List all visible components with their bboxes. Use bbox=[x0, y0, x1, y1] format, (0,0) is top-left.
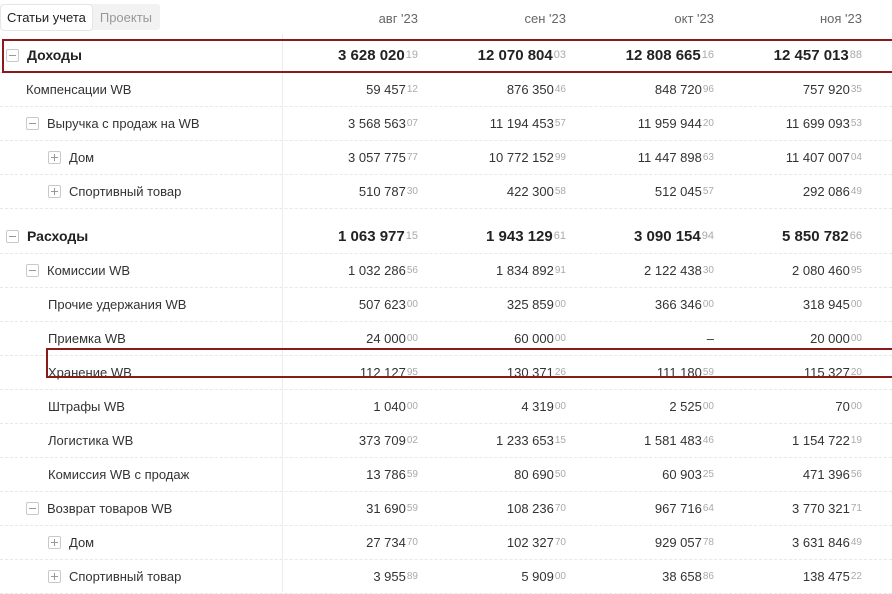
row-label-text: Спортивный товар bbox=[69, 569, 182, 584]
value-cell[interactable] bbox=[496, 424, 566, 457]
value-decimal: 57 bbox=[554, 118, 566, 129]
value-integer: 373 709 bbox=[358, 433, 406, 448]
collapse-icon[interactable] bbox=[26, 117, 39, 130]
value-decimal: 89 bbox=[406, 571, 418, 582]
value-cell[interactable] bbox=[507, 175, 566, 208]
value-cell[interactable] bbox=[507, 526, 566, 559]
value-decimal: 20 bbox=[702, 118, 714, 129]
value-decimal: 19 bbox=[850, 435, 862, 446]
value-integer: 3 090 154 bbox=[634, 227, 701, 245]
value-decimal: 30 bbox=[406, 186, 418, 197]
row-label-text: Доходы bbox=[27, 47, 82, 63]
row-label-text: Компенсации WB bbox=[26, 82, 132, 97]
value-cell[interactable] bbox=[496, 254, 566, 287]
value-cell[interactable] bbox=[359, 424, 418, 457]
table-row[interactable] bbox=[0, 458, 892, 492]
value-cell[interactable] bbox=[360, 356, 418, 389]
value-cell[interactable] bbox=[655, 526, 714, 559]
row-label bbox=[48, 560, 181, 593]
row-label bbox=[26, 254, 130, 287]
value-decimal: 53 bbox=[850, 118, 862, 129]
collapse-icon[interactable] bbox=[26, 502, 39, 515]
value-integer: 3 770 321 bbox=[792, 501, 850, 516]
value-decimal: 71 bbox=[850, 503, 862, 514]
value-decimal: 00 bbox=[406, 333, 418, 344]
value-cell[interactable] bbox=[507, 73, 566, 106]
table-row[interactable] bbox=[0, 492, 892, 526]
value-integer: 24 000 bbox=[366, 331, 406, 346]
value-integer: 3 057 775 bbox=[348, 150, 406, 165]
table-row[interactable] bbox=[0, 526, 892, 560]
column-header-aug[interactable]: авг '23 bbox=[378, 11, 418, 26]
value-cell[interactable] bbox=[792, 526, 862, 559]
value-integer: 510 787 bbox=[358, 184, 406, 199]
value-cell[interactable] bbox=[792, 424, 862, 457]
collapse-icon[interactable] bbox=[26, 264, 39, 277]
value-decimal: 15 bbox=[405, 230, 418, 242]
value-decimal: 04 bbox=[850, 152, 862, 163]
value-cell[interactable] bbox=[489, 141, 566, 174]
value-integer: – bbox=[706, 331, 714, 346]
value-cell[interactable] bbox=[490, 107, 566, 140]
row-label bbox=[6, 219, 88, 253]
value-integer: 422 300 bbox=[506, 184, 554, 199]
value-integer: 11 699 093 bbox=[785, 116, 850, 131]
table-row[interactable] bbox=[0, 254, 892, 288]
row-label bbox=[26, 492, 172, 525]
table-row[interactable] bbox=[0, 322, 892, 356]
collapse-icon[interactable] bbox=[6, 49, 19, 62]
value-decimal: 30 bbox=[702, 265, 714, 276]
value-cell[interactable] bbox=[804, 356, 862, 389]
value-cell[interactable] bbox=[669, 390, 714, 423]
header-bar bbox=[0, 0, 892, 34]
value-cell[interactable] bbox=[626, 38, 714, 72]
collapse-icon[interactable] bbox=[6, 230, 19, 243]
group-row[interactable] bbox=[0, 38, 892, 73]
value-integer: 138 475 bbox=[802, 569, 850, 584]
column-header-nov[interactable]: ноя '23 bbox=[819, 11, 862, 26]
value-decimal: 22 bbox=[850, 571, 862, 582]
value-decimal: 94 bbox=[701, 230, 714, 242]
value-decimal: 07 bbox=[406, 118, 418, 129]
value-decimal: 25 bbox=[702, 469, 714, 480]
value-cell[interactable] bbox=[478, 38, 566, 72]
value-integer: 12 808 665 bbox=[625, 46, 701, 64]
value-integer: 11 447 898 bbox=[637, 150, 702, 165]
value-cell[interactable] bbox=[803, 175, 862, 208]
expand-icon[interactable] bbox=[48, 151, 61, 164]
value-integer: 471 396 bbox=[802, 467, 850, 482]
value-decimal: 46 bbox=[702, 435, 714, 446]
value-integer: 1 040 bbox=[373, 399, 406, 414]
tab-projects[interactable]: Проекты bbox=[99, 9, 153, 25]
value-cell[interactable] bbox=[792, 492, 862, 525]
value-decimal: 00 bbox=[702, 401, 714, 412]
value-cell[interactable] bbox=[803, 458, 862, 491]
value-integer: 13 786 bbox=[366, 467, 406, 482]
value-integer: 130 371 bbox=[506, 365, 554, 380]
value-integer: 876 350 bbox=[506, 82, 554, 97]
value-integer: 325 859 bbox=[506, 297, 554, 312]
value-decimal: 63 bbox=[702, 152, 714, 163]
value-decimal: 02 bbox=[406, 435, 418, 446]
value-cell[interactable] bbox=[507, 356, 566, 389]
value-cell[interactable] bbox=[803, 73, 862, 106]
value-decimal: 00 bbox=[554, 401, 566, 412]
value-cell[interactable] bbox=[644, 254, 714, 287]
table-row[interactable] bbox=[0, 107, 892, 141]
row-label bbox=[48, 458, 189, 491]
value-decimal: 58 bbox=[554, 186, 566, 197]
value-integer: 10 772 152 bbox=[488, 150, 554, 165]
tab-accounting-items[interactable]: Статьи учета bbox=[1, 5, 92, 30]
row-label-text: Комиссия WB с продаж bbox=[48, 467, 190, 482]
value-decimal: 00 bbox=[554, 571, 566, 582]
value-decimal: 20 bbox=[850, 367, 862, 378]
row-label-text: Логистика WB bbox=[48, 433, 134, 448]
value-decimal: 61 bbox=[553, 230, 566, 242]
value-integer: 1 154 722 bbox=[792, 433, 850, 448]
value-cell[interactable] bbox=[366, 458, 418, 491]
row-label-text: Выручка с продаж на WB bbox=[47, 116, 200, 131]
table-row[interactable] bbox=[0, 424, 892, 458]
value-cell[interactable] bbox=[514, 458, 566, 491]
row-label bbox=[48, 288, 186, 321]
value-cell[interactable] bbox=[507, 492, 566, 525]
value-decimal: 56 bbox=[406, 265, 418, 276]
row-label bbox=[48, 175, 181, 208]
value-integer: 507 623 bbox=[358, 297, 406, 312]
row-label-text: Расходы bbox=[27, 228, 89, 244]
value-cell[interactable] bbox=[521, 560, 566, 593]
value-cell[interactable] bbox=[486, 219, 566, 253]
table-row[interactable] bbox=[0, 288, 892, 322]
value-integer: 102 327 bbox=[506, 535, 554, 550]
row-label bbox=[48, 356, 132, 389]
value-decimal: 46 bbox=[554, 84, 566, 95]
value-cell[interactable] bbox=[655, 492, 714, 525]
value-cell[interactable] bbox=[792, 254, 862, 287]
value-cell[interactable] bbox=[359, 288, 418, 321]
value-decimal: 00 bbox=[850, 299, 862, 310]
row-label bbox=[26, 107, 200, 140]
value-cell[interactable] bbox=[348, 141, 418, 174]
value-integer: 2 080 460 bbox=[792, 263, 850, 278]
value-decimal: 00 bbox=[702, 299, 714, 310]
value-cell[interactable] bbox=[803, 560, 862, 593]
row-label-text: Хранение WB bbox=[48, 365, 132, 380]
row-label bbox=[48, 526, 94, 559]
value-integer: 11 959 944 bbox=[637, 116, 702, 131]
value-decimal: 96 bbox=[702, 84, 714, 95]
value-decimal: 49 bbox=[850, 186, 862, 197]
value-cell[interactable] bbox=[348, 254, 418, 287]
row-label bbox=[48, 424, 133, 457]
value-cell[interactable] bbox=[366, 526, 418, 559]
row-label-text: Дом bbox=[69, 150, 95, 165]
column-header-sep[interactable]: сен '23 bbox=[524, 11, 566, 26]
value-decimal: 16 bbox=[701, 49, 714, 61]
value-decimal: 59 bbox=[406, 503, 418, 514]
value-integer: 3 631 846 bbox=[792, 535, 850, 550]
value-integer: 111 180 bbox=[656, 365, 702, 380]
table-row[interactable] bbox=[0, 175, 892, 209]
value-integer: 31 690 bbox=[366, 501, 406, 516]
value-cell[interactable] bbox=[803, 288, 862, 321]
row-label-text: Возврат товаров WB bbox=[47, 501, 173, 516]
value-integer: 70 bbox=[835, 399, 850, 414]
expand-icon[interactable] bbox=[48, 185, 61, 198]
row-label-text: Спортивный товар bbox=[69, 184, 182, 199]
value-decimal: 59 bbox=[702, 367, 714, 378]
value-integer: 20 000 bbox=[810, 331, 850, 346]
value-integer: 80 690 bbox=[514, 467, 554, 482]
value-integer: 1 233 653 bbox=[496, 433, 554, 448]
value-decimal: 66 bbox=[849, 230, 862, 242]
table-row[interactable] bbox=[0, 141, 892, 175]
value-decimal: 70 bbox=[406, 537, 418, 548]
value-integer: 512 045 bbox=[654, 184, 702, 199]
value-decimal: 59 bbox=[406, 469, 418, 480]
value-integer: 60 000 bbox=[514, 331, 554, 346]
value-cell[interactable] bbox=[348, 107, 418, 140]
value-decimal: 00 bbox=[406, 299, 418, 310]
expand-icon[interactable] bbox=[48, 536, 61, 549]
value-integer: 5 850 782 bbox=[782, 227, 849, 245]
row-label bbox=[48, 390, 125, 423]
value-cell[interactable] bbox=[366, 492, 418, 525]
value-cell[interactable] bbox=[835, 390, 862, 423]
value-decimal: 50 bbox=[554, 469, 566, 480]
value-cell[interactable] bbox=[644, 424, 714, 457]
value-integer: 292 086 bbox=[802, 184, 850, 199]
value-decimal: 95 bbox=[406, 367, 418, 378]
value-integer: 11 194 453 bbox=[489, 116, 554, 131]
value-cell[interactable] bbox=[786, 141, 862, 174]
row-label bbox=[26, 73, 131, 106]
value-decimal: 95 bbox=[850, 265, 862, 276]
row-label-text: Штрафы WB bbox=[48, 399, 125, 414]
value-decimal: 00 bbox=[554, 333, 566, 344]
row-label bbox=[48, 141, 94, 174]
value-decimal: 91 bbox=[554, 265, 566, 276]
value-integer: 2 122 438 bbox=[644, 263, 702, 278]
value-cell[interactable] bbox=[373, 560, 418, 593]
value-decimal: 88 bbox=[849, 49, 862, 61]
value-integer: 1 063 977 bbox=[338, 227, 405, 245]
value-decimal: 35 bbox=[850, 84, 862, 95]
row-label-text: Дом bbox=[69, 535, 95, 550]
value-integer: 318 945 bbox=[802, 297, 850, 312]
value-decimal: 70 bbox=[554, 503, 566, 514]
value-decimal: 19 bbox=[405, 49, 418, 61]
row-label bbox=[48, 322, 126, 355]
value-cell[interactable] bbox=[657, 356, 714, 389]
value-decimal: 26 bbox=[554, 367, 566, 378]
value-integer: 12 457 013 bbox=[773, 46, 849, 64]
value-integer: 112 127 bbox=[359, 365, 406, 380]
value-decimal: 49 bbox=[850, 537, 862, 548]
value-decimal: 70 bbox=[554, 537, 566, 548]
value-decimal: 56 bbox=[850, 469, 862, 480]
value-cell[interactable] bbox=[774, 38, 862, 72]
value-cell[interactable] bbox=[514, 322, 566, 355]
value-decimal: 99 bbox=[554, 152, 566, 163]
value-integer: 3 628 020 bbox=[338, 46, 405, 64]
value-cell[interactable] bbox=[786, 107, 862, 140]
value-integer: 848 720 bbox=[654, 82, 702, 97]
value-decimal: 00 bbox=[850, 333, 862, 344]
value-cell[interactable] bbox=[655, 175, 714, 208]
value-integer: 115 327 bbox=[803, 365, 850, 380]
row-label-text: Прочие удержания WB bbox=[48, 297, 187, 312]
value-integer: 967 716 bbox=[654, 501, 702, 516]
group-row[interactable] bbox=[0, 219, 892, 254]
value-decimal: 15 bbox=[554, 435, 566, 446]
value-decimal: 00 bbox=[554, 299, 566, 310]
value-integer: 38 658 bbox=[662, 569, 702, 584]
table-row[interactable] bbox=[0, 560, 892, 594]
value-cell[interactable] bbox=[521, 390, 566, 423]
value-integer: 5 909 bbox=[521, 569, 554, 584]
value-cell[interactable] bbox=[338, 219, 418, 253]
value-integer: 1 581 483 bbox=[644, 433, 702, 448]
value-integer: 27 734 bbox=[366, 535, 406, 550]
value-cell[interactable] bbox=[707, 322, 714, 355]
value-cell[interactable] bbox=[359, 175, 418, 208]
value-decimal: 12 bbox=[406, 84, 418, 95]
value-decimal: 00 bbox=[850, 401, 862, 412]
table-row[interactable] bbox=[0, 73, 892, 107]
value-cell[interactable] bbox=[638, 141, 714, 174]
value-cell[interactable] bbox=[655, 73, 714, 106]
value-integer: 366 346 bbox=[654, 297, 702, 312]
value-cell[interactable] bbox=[366, 322, 418, 355]
value-integer: 757 920 bbox=[802, 82, 850, 97]
value-integer: 12 070 804 bbox=[477, 46, 553, 64]
value-decimal: 64 bbox=[702, 503, 714, 514]
value-integer: 1 032 286 bbox=[348, 263, 406, 278]
row-label-text: Приемка WB bbox=[48, 331, 126, 346]
value-cell[interactable] bbox=[338, 38, 418, 72]
table-row[interactable] bbox=[0, 356, 892, 390]
value-cell[interactable] bbox=[655, 288, 714, 321]
value-cell[interactable] bbox=[373, 390, 418, 423]
value-decimal: 78 bbox=[702, 537, 714, 548]
table-row[interactable] bbox=[0, 390, 892, 424]
row-label bbox=[6, 38, 82, 72]
value-decimal: 03 bbox=[553, 49, 566, 61]
value-integer: 4 319 bbox=[521, 399, 554, 414]
value-integer: 3 568 563 bbox=[348, 116, 406, 131]
value-cell[interactable] bbox=[638, 107, 714, 140]
value-cell[interactable] bbox=[810, 322, 862, 355]
value-integer: 929 057 bbox=[654, 535, 702, 550]
column-header-oct[interactable]: окт '23 bbox=[674, 11, 714, 26]
value-cell[interactable] bbox=[634, 219, 714, 253]
value-integer: 3 955 bbox=[373, 569, 406, 584]
expand-icon[interactable] bbox=[48, 570, 61, 583]
value-integer: 59 457 bbox=[366, 82, 406, 97]
value-integer: 108 236 bbox=[506, 501, 554, 516]
value-decimal: 00 bbox=[406, 401, 418, 412]
value-integer: 1 943 129 bbox=[486, 227, 553, 245]
value-cell[interactable] bbox=[507, 288, 566, 321]
view-tabs bbox=[0, 4, 160, 30]
value-cell[interactable] bbox=[662, 560, 714, 593]
value-integer: 1 834 892 bbox=[496, 263, 554, 278]
value-decimal: 57 bbox=[702, 186, 714, 197]
value-integer: 2 525 bbox=[669, 399, 702, 414]
value-cell[interactable] bbox=[366, 73, 418, 106]
row-label-text: Комиссии WB bbox=[47, 263, 131, 278]
report-table bbox=[0, 38, 892, 594]
value-cell[interactable] bbox=[782, 219, 862, 253]
value-decimal: 86 bbox=[702, 571, 714, 582]
value-cell[interactable] bbox=[662, 458, 714, 491]
value-decimal: 77 bbox=[406, 152, 418, 163]
value-integer: 60 903 bbox=[662, 467, 702, 482]
value-integer: 11 407 007 bbox=[785, 150, 850, 165]
